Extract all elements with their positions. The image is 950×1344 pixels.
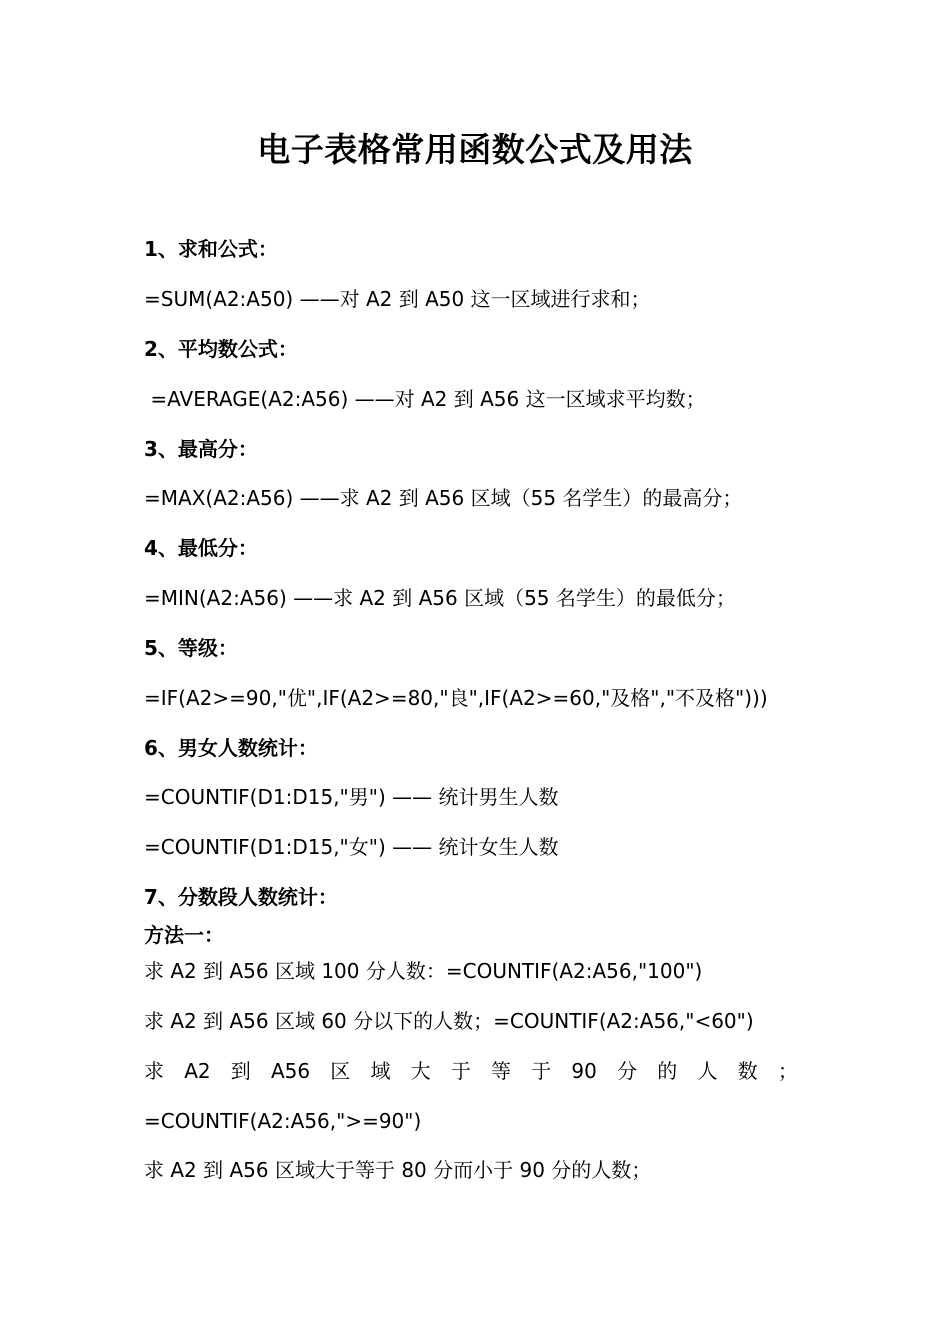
method-label: 方法一： — [144, 923, 224, 947]
text-word: 分 — [617, 1059, 638, 1083]
formula-count-100: 求 A2 到 A56 区域 100 分人数：=COUNTIF(A2:A56,"100") — [144, 959, 703, 983]
section-heading-min: 4、最低分： — [144, 536, 258, 560]
formula-average: =AVERAGE(A2:A56) ——对 A2 到 A56 这一区域求平均数； — [144, 387, 706, 411]
text-word: ； — [777, 1059, 798, 1083]
text-word: 区 — [330, 1059, 351, 1083]
text-word: 90 — [571, 1059, 597, 1083]
text-word: 等 — [491, 1059, 512, 1083]
formula-max: =MAX(A2:A56) ——求 A2 到 A56 区域（55 名学生）的最高分； — [144, 486, 743, 510]
page-title: 电子表格常用函数公式及用法 — [257, 130, 693, 169]
formula-count-ge-90: =COUNTIF(A2:A56,">=90") — [144, 1109, 422, 1133]
justified-text-line — [144, 1056, 798, 1086]
formula-male-count: =COUNTIF(D1:D15,"男") —— 统计男生人数 — [144, 785, 559, 809]
text-word: 于 — [450, 1059, 471, 1083]
formula-sum: =SUM(A2:A50) ——对 A2 到 A50 这一区域进行求和； — [144, 287, 651, 311]
formula-count-below-60: 求 A2 到 A56 区域 60 分以下的人数；=COUNTIF(A2:A56,"<60") — [144, 1009, 754, 1033]
formula-grade: =IF(A2>=90,"优",IF(A2>=80,"良",IF(A2>=60,"及格","不及格"))) — [144, 686, 768, 710]
section-heading-score-band: 7、分数段人数统计： — [144, 885, 338, 909]
section-heading-average: 2、平均数公式： — [144, 337, 298, 361]
formula-min: =MIN(A2:A56) ——求 A2 到 A56 区域（55 名学生）的最低分； — [144, 586, 736, 610]
text-word: 于 — [531, 1059, 552, 1083]
text-word: 到 — [230, 1059, 251, 1083]
text-word: 求 — [144, 1059, 164, 1083]
text-word: 域 — [370, 1059, 391, 1083]
formula-female-count: =COUNTIF(D1:D15,"女") —— 统计女生人数 — [144, 835, 559, 859]
text-word: A2 — [184, 1059, 211, 1083]
section-heading-sum: 1、求和公式： — [144, 237, 278, 261]
text-word: 的 — [657, 1059, 678, 1083]
text-word: 大 — [410, 1059, 431, 1083]
text-word: A56 — [270, 1059, 311, 1083]
text-word: 数 — [737, 1059, 758, 1083]
section-heading-grade: 5、等级： — [144, 636, 238, 660]
section-heading-max: 3、最高分： — [144, 437, 258, 461]
section-heading-gender-count: 6、男女人数统计： — [144, 736, 318, 760]
text-count-80-to-90: 求 A2 到 A56 区域大于等于 80 分而小于 90 分的人数； — [144, 1158, 652, 1182]
text-word: 人 — [697, 1059, 718, 1083]
